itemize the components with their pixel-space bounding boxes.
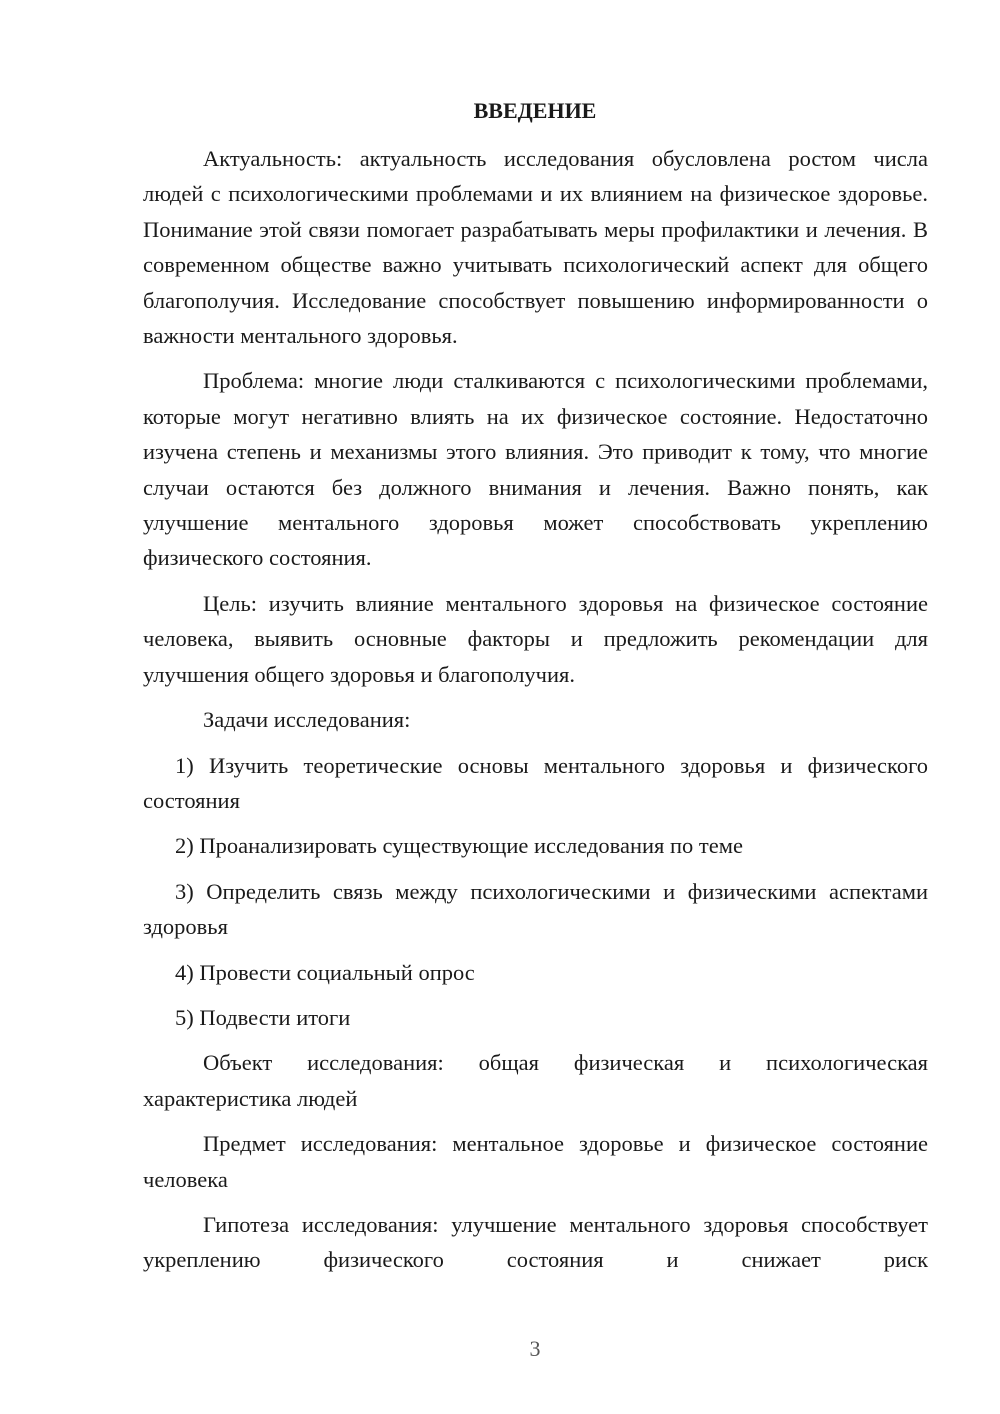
task-item: 2) Проанализировать существующие исследования по теме (175, 833, 743, 859)
paragraph-problem: Проблема: многие люди сталкиваются с психологическими проблемами, которые могут негативно влиять на их физическое состояние. Недостаточно изучена степень и механизмы этого влияния. Это приводит к тому, что многие случаи остаются без должного внимания и лечения. Важно понять, как улучшение ментального здоровья может способствовать укреплению физического состояния. (143, 368, 928, 571)
task-item: 4) Провести социальный опрос (175, 959, 475, 985)
paragraph-subject: Предмет исследования: ментальное здоровье и физическое состояние человека (143, 1131, 928, 1192)
task-item: 3) Определить связь между психологическими и физическими аспектами здоровья (143, 878, 928, 940)
page-number: 3 (529, 1336, 541, 1361)
task-item: 1) Изучить теоретические основы ментального здоровья и физического состояния (143, 752, 928, 813)
paragraph-goal: Цель: изучить влияние ментального здоровья на физическое состояние человека, выявить основные факторы и предложить рекомендации для улучшения общего здоровья и благополучия. (143, 590, 928, 687)
task-item: 5) Подвести итоги (175, 1004, 351, 1030)
paragraph-relevance: Актуальность: актуальность исследования обусловлена ростом числа людей с психологическими проблемами и их влиянием на физическое здоровье. Понимание этой связи помогает разрабатывать меры профилактики и лечения. В современном обществе важно учитывать психологический аспект для общего благополучия. Исследование способствует повышению информированности о важности ментального здоровья. (143, 146, 928, 349)
page-title: ВВЕДЕНИЕ (473, 98, 597, 123)
paragraph-hypothesis: Гипотеза исследования: улучшение ментального здоровья способствует укреплению физического состояния и снижает риск (143, 1211, 928, 1273)
document-body (143, 141, 928, 1278)
tasks-heading: Задачи исследования: (203, 707, 411, 733)
paragraph-object: Объект исследования: общая физическая и психологическая характеристика людей (143, 1050, 928, 1111)
